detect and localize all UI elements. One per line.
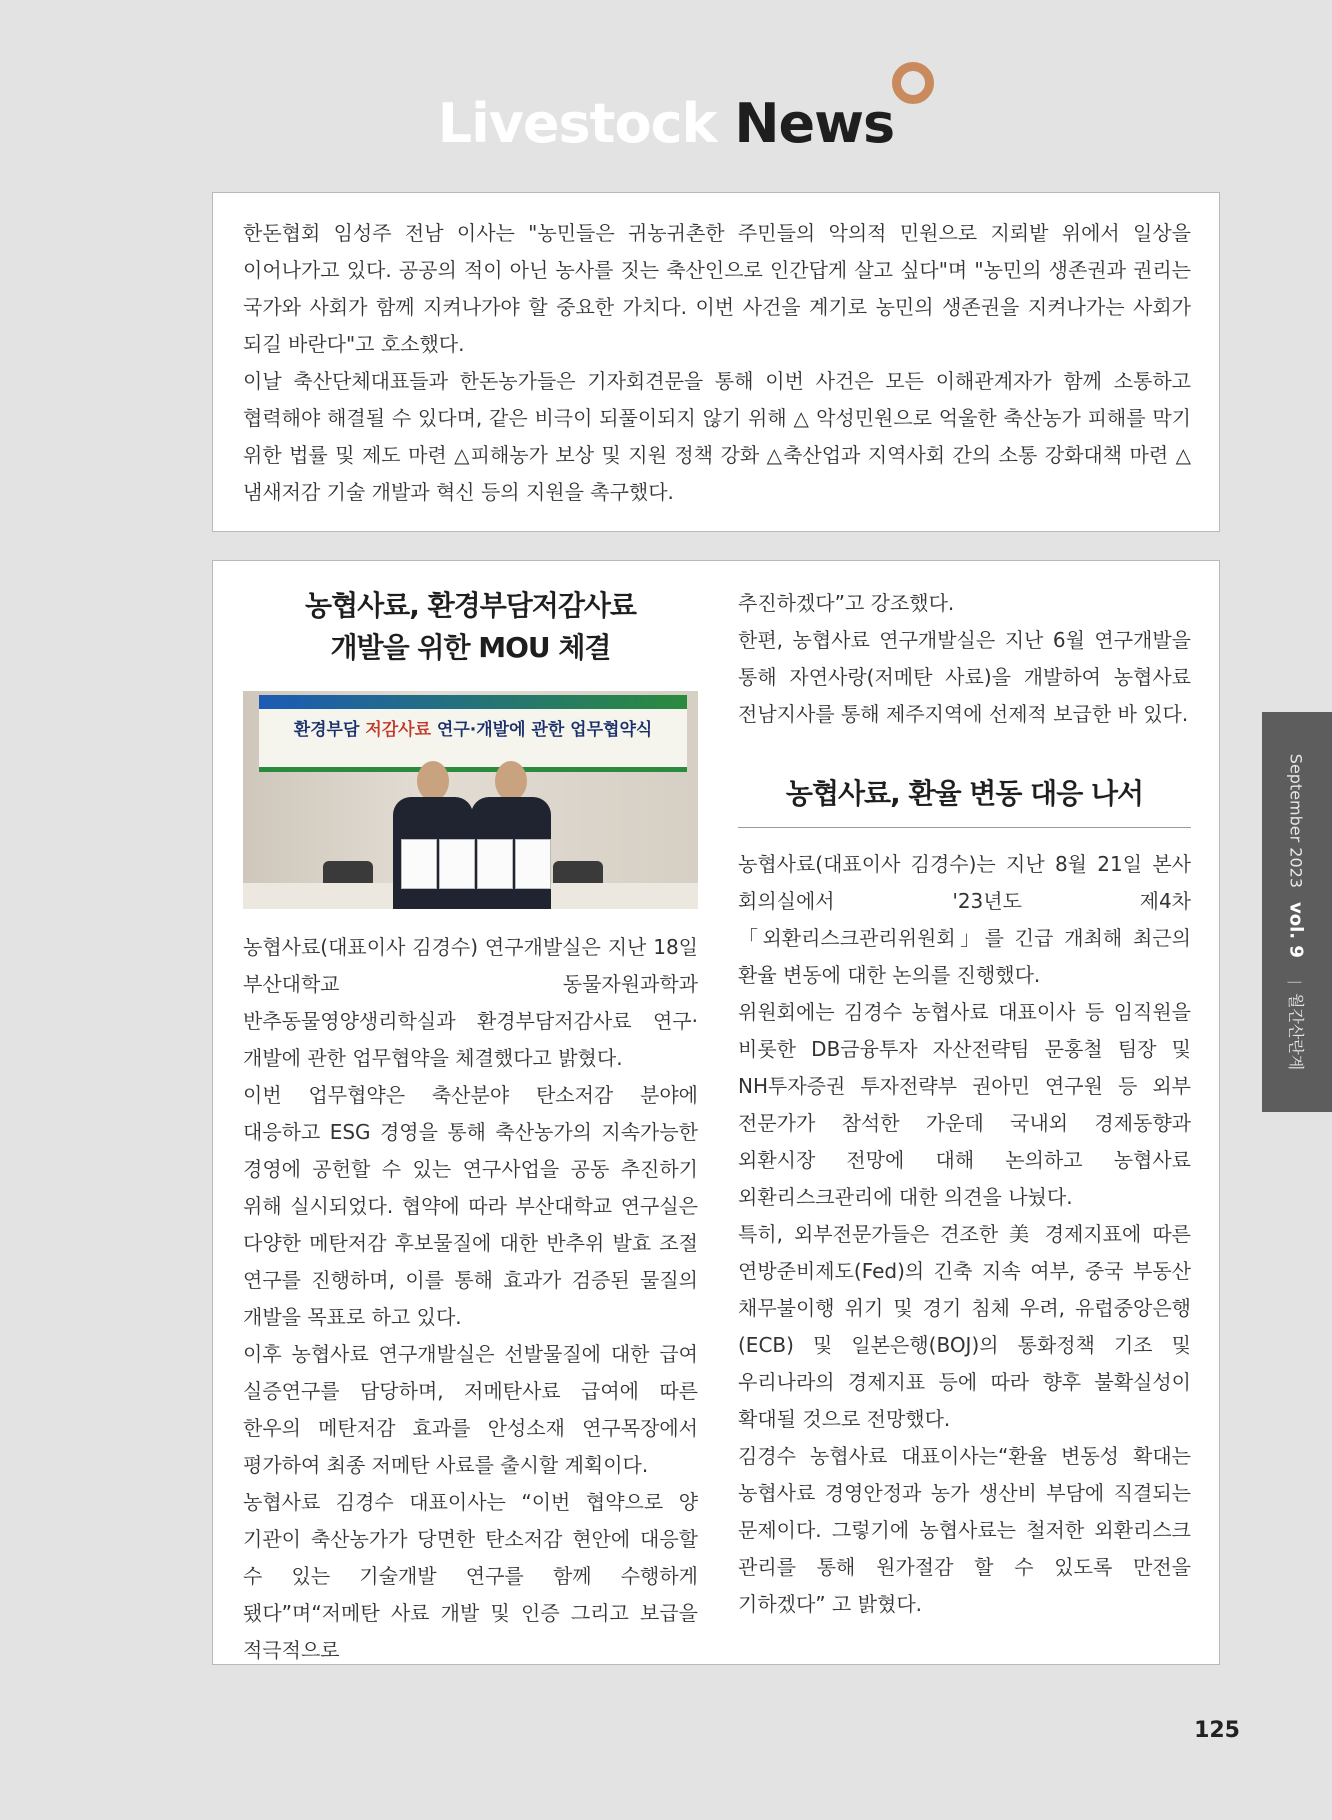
banner-part2: 저감사료 xyxy=(365,720,432,740)
main-article-box xyxy=(212,560,1220,1665)
side-tab-text xyxy=(1286,754,1309,1070)
article1-headline-line2: 개발을 위한 MOU 체결 xyxy=(330,631,611,664)
article1-paragraph-3: 이후 농협사료 연구개발실은 선발물질에 대한 급여 실증연구를 담당하며, 저메탄사료 급여에 따른 한우의 메탄저감 효과를 안성소재 연구목장에서 평가하여 최종 저메탄 사료를 출시할 계획이다. xyxy=(243,1342,698,1477)
article1-paragraph-2: 이번 업무협약은 축산분야 탄소저감 분야에 대응하고 ESG 경영을 통해 축산농가의 지속가능한 경영에 공헌할 수 있는 연구사업을 공동 추진하기 위해 실시되었다. 협약에 따라 부산대학교 연구실은 다양한 메탄저감 후보물질에 대한 반추위 발효 조절 연구를 진행하며, 이를 통해 효과가 검증된 물질의 개발을 목표로 하고 있다. xyxy=(243,1083,698,1329)
article1-headline xyxy=(243,585,698,669)
masthead-dark-text: News xyxy=(734,92,895,155)
ring-icon xyxy=(892,62,934,104)
article1-headline-line1: 농협사료, 환경부담저감사료 xyxy=(305,589,636,622)
article2-paragraph-2: 위원회에는 김경수 농협사료 대표이사 등 임직원을 비롯한 DB금융투자 자산전략팀 문홍철 팀장 및 NH투자증권 투자전략부 권아민 연구원 등 외부 전문가가 참석한 가운데 국내외 경제동향과 외환시장 전망에 대해 논의하고 농협사료 외환리스크관리에 대한 의견을 나눴다. xyxy=(738,1000,1191,1209)
photo-banner-text xyxy=(259,715,687,740)
article2-paragraph-3: 특히, 외부전문가들은 견조한 美 경제지표에 따른 연방준비제도(Fed)의 긴축 지속 여부, 중국 부동산 채무불이행 위기 및 경기 침체 우려, 유럽중앙은행(ECB) 및 일본은행(BOJ)의 통화정책 기조 및 우리나라의 경제지표 등에 따라 향후 불확실성이 확대될 것으로 전망했다. xyxy=(738,1222,1191,1431)
side-tab xyxy=(1262,712,1332,1112)
article2-paragraph-4: 김경수 농협사료 대표이사는“환율 변동성 확대는 농협사료 경영안정과 농가 생산비 부담에 직결되는 문제이다. 그렇기에 농협사료는 철저한 외환리스크 관리를 통해 원가절감 할 수 있도록 만전을 기하겠다” 고 밝혔다. xyxy=(738,1444,1191,1616)
masthead-title xyxy=(0,92,1332,155)
side-tab-month: September 2023 xyxy=(1286,753,1306,889)
article1-paragraph-1: 농협사료(대표이사 김경수) 연구개발실은 지난 18일 부산대학교 동물자원과학과 반추동물영양생리학실과 환경부담저감사료 연구·개발에 관한 업무협약을 체결했다고 밝혔다. xyxy=(243,935,698,1070)
right-column xyxy=(738,585,1191,1623)
banner-part1: 환경부담 xyxy=(293,720,366,740)
article2-headline: 농협사료, 환율 변동 대응 나서 xyxy=(738,773,1191,828)
side-tab-magazine: 월간산란계 xyxy=(1286,992,1306,1071)
article1-continuation-1: 추진하겠다”고 강조했다. xyxy=(738,591,955,615)
page-number: 125 xyxy=(1194,1718,1240,1743)
masthead-dark xyxy=(734,92,894,155)
top-paragraph-2: 이날 축산단체대표들과 한돈농가들은 기자회견문을 통해 이번 사건은 모든 이해관계자가 함께 소통하고 협력해야 해결될 수 있다며, 같은 비극이 되풀이되지 않기 위해 △ 악성민원으로 억울한 축산농가 피해를 막기 위한 법률 및 제도 마련 △피해농가 보상 및 지원 정책 강화 △축산업과 지역사회 간의 소통 강화대책 마련 △ 냄새저감 기술 개발과 혁신 등의 지원을 촉구했다. xyxy=(243,369,1191,504)
left-column xyxy=(243,585,698,1669)
top-article-box xyxy=(212,192,1220,532)
article1-paragraph-4: 농협사료 김경수 대표이사는 “이번 협약으로 양 기관이 축산농가가 당면한 탄소저감 현안에 대응할 수 있는 기술개발 연구를 함께 수행하게 됐다”며“저메탄 사료 개발 및 인증 그리고 보급을 적극적으로 xyxy=(243,1490,698,1662)
masthead-light: Livestock xyxy=(437,92,717,155)
banner-part3: 연구·개발에 관한 업무협약식 xyxy=(431,720,653,740)
article1-continuation-2: 한편, 농협사료 연구개발실은 지난 6월 연구개발을 통해 자연사랑(저메탄 사료)을 개발하여 농협사료 전남지사를 통해 제주지역에 선제적 보급한 바 있다. xyxy=(738,628,1191,726)
mou-photo xyxy=(243,691,698,909)
article2-paragraph-1: 농협사료(대표이사 김경수)는 지난 8월 21일 본사 회의실에서 '23년도 제4차「외환리스크관리위원회」를 긴급 개최해 최근의 환율 변동에 대한 논의를 진행했다. xyxy=(738,852,1191,987)
side-tab-vol: vol. 9 xyxy=(1285,902,1307,958)
top-paragraph-1: 한돈협회 임성주 전남 이사는 "농민들은 귀농귀촌한 주민들의 악의적 민원으로 지뢰밭 위에서 일상을 이어나가고 있다. 공공의 적이 아닌 농사를 짓는 축산인으로 인간답게 살고 싶다"며 "농민의 생존권과 권리는 국가와 사회가 함께 지켜나가야 할 중요한 가치다. 이번 사건을 계기로 농민의 생존권을 지켜나가는 사회가 되길 바란다"고 호소했다. xyxy=(243,221,1192,356)
